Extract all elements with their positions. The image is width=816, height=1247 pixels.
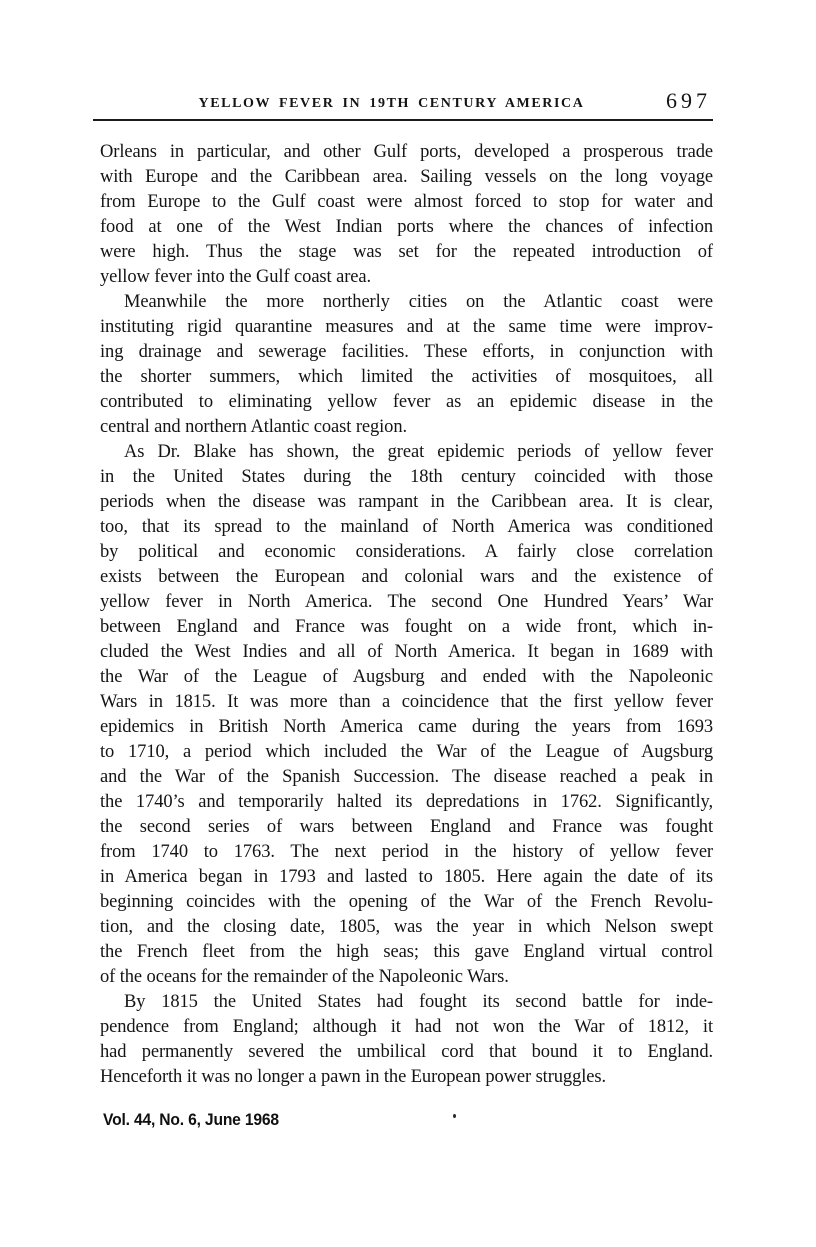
journal-footer: Vol. 44, No. 6, June 1968: [103, 1110, 279, 1129]
page-header: [100, 90, 713, 120]
text-line: from Europe to the Gulf coast were almost forced to stop for water and: [100, 192, 713, 212]
running-head-title: YELLOW FEVER IN 19TH CENTURY AMERICA: [198, 96, 585, 111]
text-line: the 1740’s and temporarily halted its depredations in 1762. Significantly,: [100, 792, 713, 812]
scan-speck: [453, 1114, 456, 1118]
text-line: beginning coincides with the opening of the War of the French Revolu-: [100, 892, 713, 912]
text-line: were high. Thus the stage was set for the repeated introduction of: [100, 242, 713, 262]
text-line: Wars in 1815. It was more than a coincidence that the first yellow fever: [100, 692, 713, 712]
text-line: central and northern Atlantic coast region.: [100, 417, 408, 437]
paragraph: [100, 990, 713, 1090]
text-line: pendence from England; although it had not won the War of 1812, it: [100, 1017, 713, 1037]
text-line: periods when the disease was rampant in the Caribbean area. It is clear,: [100, 492, 713, 512]
text-line: in America began in 1793 and lasted to 1805. Here again the date of its: [100, 867, 713, 887]
text-line: of the oceans for the remainder of the Napoleonic Wars.: [100, 967, 509, 987]
text-line: cluded the West Indies and all of North America. It began in 1689 with: [100, 642, 713, 662]
text-line: exists between the European and colonial wars and the existence of: [100, 567, 713, 587]
text-line: from 1740 to 1763. The next period in the history of yellow fever: [100, 842, 713, 862]
text-line: food at one of the West Indian ports where the chances of infection: [100, 217, 713, 237]
text-line: Meanwhile the more northerly cities on the Atlantic coast were: [124, 292, 713, 312]
text-line: By 1815 the United States had fought its second battle for inde-: [124, 992, 713, 1012]
text-line: the War of the League of Augsburg and ended with the Napoleonic: [100, 667, 713, 687]
text-line: and the War of the Spanish Succession. The disease reached a peak in: [100, 767, 713, 787]
paragraph: [100, 140, 713, 290]
text-line: in the United States during the 18th century coincided with those: [100, 467, 713, 487]
text-line: Orleans in particular, and other Gulf ports, developed a prosperous trade: [100, 142, 713, 162]
text-line: with Europe and the Caribbean area. Sailing vessels on the long voyage: [100, 167, 713, 187]
paragraph: [100, 440, 713, 990]
text-line: contributed to eliminating yellow fever as an epidemic disease in the: [100, 392, 713, 412]
text-line: to 1710, a period which included the War of the League of Augsburg: [100, 742, 713, 762]
text-line: had permanently severed the umbilical cord that bound it to England.: [100, 1042, 713, 1062]
paragraph: [100, 290, 713, 440]
header-rule: [93, 119, 713, 121]
text-line: by political and economic considerations. A fairly close correlation: [100, 542, 713, 562]
text-line: between England and France was fought on a wide front, which in-: [100, 617, 713, 637]
text-line: the second series of wars between England and France was fought: [100, 817, 713, 837]
text-line: yellow fever in North America. The second One Hundred Years’ War: [100, 592, 713, 612]
text-line: epidemics in British North America came during the years from 1693: [100, 717, 713, 737]
text-line: tion, and the closing date, 1805, was the year in which Nelson swept: [100, 917, 713, 937]
text-line: yellow fever into the Gulf coast area.: [100, 267, 372, 287]
page-number: 697: [666, 88, 711, 113]
text-line: ing drainage and sewerage facilities. These efforts, in conjunction with: [100, 342, 713, 362]
text-line: the French fleet from the high seas; this gave England virtual control: [100, 942, 713, 962]
text-line: the shorter summers, which limited the activities of mosquitoes, all: [100, 367, 713, 387]
text-line: too, that its spread to the mainland of North America was conditioned: [100, 517, 713, 537]
text-line: Henceforth it was no longer a pawn in the European power struggles.: [100, 1067, 607, 1087]
text-line: instituting rigid quarantine measures and at the same time were improv-: [100, 317, 713, 337]
text-line: As Dr. Blake has shown, the great epidemic periods of yellow fever: [124, 442, 713, 462]
body-text: [100, 140, 713, 1090]
